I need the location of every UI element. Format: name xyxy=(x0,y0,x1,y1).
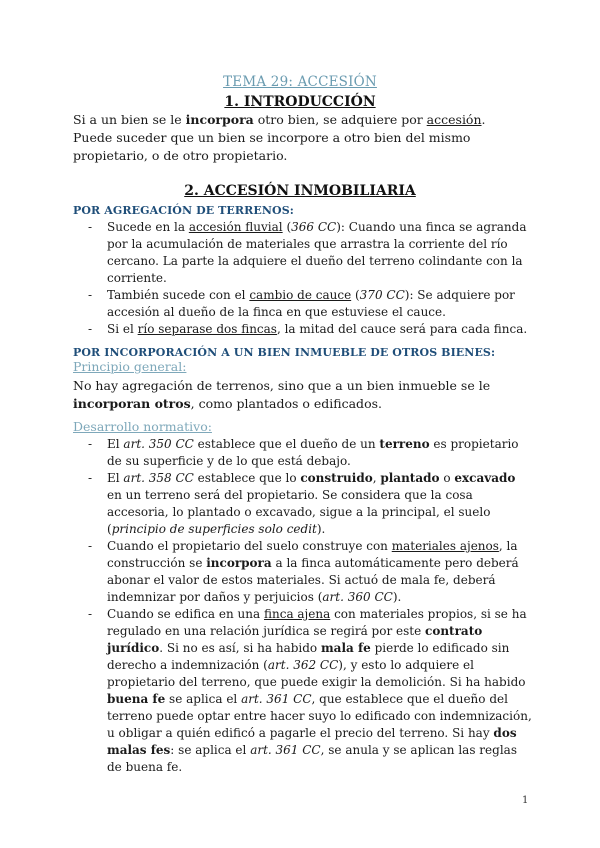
agregacion-list xyxy=(73,219,533,338)
principio-general-label: Principio general: xyxy=(73,359,187,374)
list-item: - Cuando el propietario del suelo construye con materiales ajenos, la construcción se incorpora a la finca automáticamente pero deberá abonar el valor de estos materiales. Si actuó de mala fe, deberá indemnizar por daños y perjuicios (art. 360 CC). xyxy=(73,538,533,606)
subheading-incorporacion: POR INCORPORACIÓN A UN BIEN INMUEBLE DE OTROS BIENES: xyxy=(73,346,496,359)
list-item: - Cuando se edifica en una finca ajena con materiales propios, si se ha regulado en una relación jurídica se regirá por este contrato jurídico. Si no es así, si ha habido mala fe pierde lo edificado sin derecho a indemnización (art. 362 CC), y esto lo adquiere el propietario del terreno, que puede exigir la demolición. Si ha habido buena fe se aplica el art. 361 CC, que establece que el dueño del terreno puede optar entre hacer suyo lo edificado con indemnización, u obligar a quién edificó a pagarle el precio del terreno. Si hay dos malas fes: se aplica el art. 361 CC, se anula y se aplican las reglas de buena fe. xyxy=(73,606,533,776)
principio-general-text: No hay agregación de terrenos, sino que a un bien inmueble se le incorporan otros, como plantados o edificados. xyxy=(73,378,491,411)
desarrollo-normativo-label: Desarrollo normativo: xyxy=(73,419,212,434)
section-heading-introduccion: 1. INTRODUCCIÓN xyxy=(224,94,376,110)
list-item: - Sucede en la accesión fluvial (366 CC): Cuando una finca se agranda por la acumulación de materiales que arrastra la corriente del río cercano. La parte la adquiere el dueño del terreno colindante con la corriente. xyxy=(73,219,533,287)
intro-paragraph-2: Puede suceder que un bien se incorpore a otro bien del mismo propietario, o de otro propietario. xyxy=(73,130,471,163)
list-item: - El art. 358 CC establece que lo construido, plantado o excavado en un terreno será del propietario. Se considera que la cosa accesoria, lo plantado o excavado, sigue a la principal, el suelo (principio de superficies solo cedit). xyxy=(73,470,533,538)
section-heading-accesion-inmobiliaria: 2. ACCESIÓN INMOBILIARIA xyxy=(184,183,416,199)
intro-paragraph-1: Si a un bien se le incorpora otro bien, se adquiere por accesión. xyxy=(73,112,486,127)
page-title: TEMA 29: ACCESIÓN xyxy=(223,74,377,90)
page-number: 1 xyxy=(522,795,529,806)
subheading-agregacion: POR AGREGACIÓN DE TERRENOS: xyxy=(73,204,294,217)
list-item: - Si el río separase dos fincas, la mitad del cauce será para cada finca. xyxy=(73,321,533,338)
list-item: - También sucede con el cambio de cauce (370 CC): Se adquiere por accesión al dueño de la finca en que estuviese el cauce. xyxy=(73,287,533,321)
desarrollo-list xyxy=(73,436,533,776)
list-item: - El art. 350 CC establece que el dueño de un terreno es propietario de su superficie y de lo que está debajo. xyxy=(73,436,533,470)
